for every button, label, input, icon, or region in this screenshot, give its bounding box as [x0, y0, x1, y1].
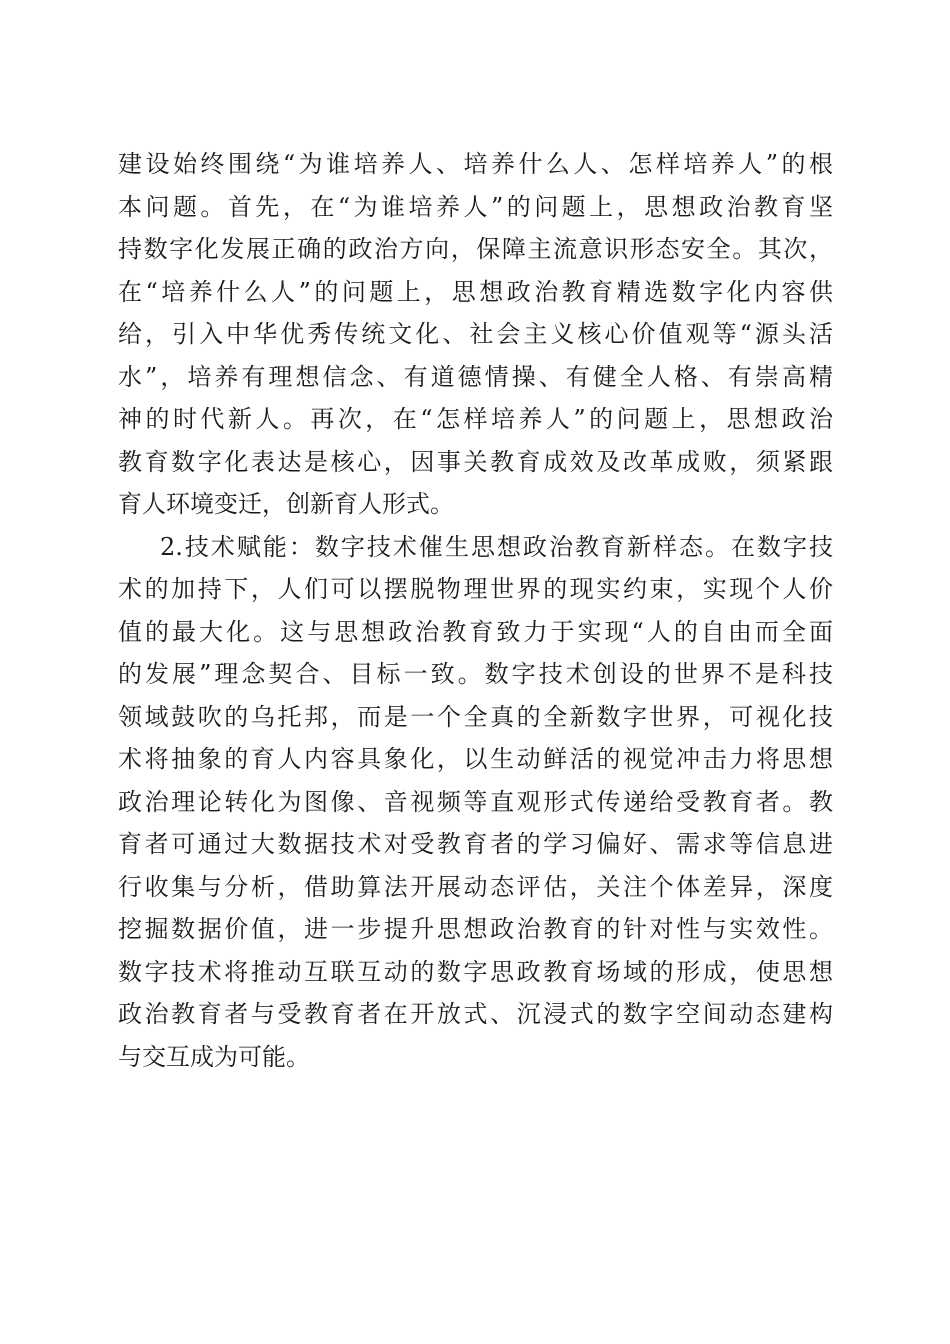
- text-line: 术将抽象的育人内容具象化，以生动鲜活的视觉冲击力将思想: [118, 745, 833, 773]
- text-line: 育人环境变迁，创新育人形式。: [118, 490, 454, 518]
- text-line: 挖掘数据价值，进一步提升思想政治教育的针对性与实效性。: [118, 915, 833, 943]
- text-line: 神的时代新人。再次，在“怎样培养人”的问题上，思想政治: [118, 405, 833, 433]
- text-line: 领域鼓吹的乌托邦，而是一个全真的全新数字世界，可视化技: [118, 702, 833, 731]
- text-line: 政治理论转化为图像、音视频等直观形式传递给受教育者。教: [118, 787, 833, 816]
- body-text: [118, 143, 833, 1078]
- text-line: 与交互成为可能。: [118, 1042, 310, 1071]
- text-line: 值的最大化。这与思想政治教育致力于实现“人的自由而全面: [118, 617, 833, 646]
- text-line: 政治教育者与受教育者在开放式、沉浸式的数字空间动态建构: [118, 1000, 833, 1028]
- text-line: 的发展”理念契合、目标一致。数字技术创设的世界不是科技: [118, 660, 833, 688]
- paragraph-2: [118, 526, 833, 1079]
- text-line: 持数字化发展正确的政治方向，保障主流意识形态安全。其次，: [118, 235, 833, 263]
- text-line: 育者可通过大数据技术对受教育者的学习偏好、需求等信息进: [118, 830, 833, 858]
- text-line: 2.技术赋能：数字技术催生思想政治教育新样态。在数字技: [160, 532, 833, 561]
- text-line: 在“培养什么人”的问题上，思想政治教育精选数字化内容供: [118, 277, 833, 306]
- text-line: 水”，培养有理想信念、有道德情操、有健全人格、有崇高精: [118, 362, 833, 391]
- text-line: 数字技术将推动互联互动的数字思政教育场域的形成，使思想: [118, 957, 833, 986]
- text-line: 给，引入中华优秀传统文化、社会主义核心价值观等“源头活: [118, 320, 833, 348]
- text-line: 建设始终围绕“为谁培养人、培养什么人、怎样培养人”的根: [118, 150, 833, 178]
- text-line: 教育数字化表达是核心，因事关教育成效及改革成败，须紧跟: [118, 447, 833, 476]
- text-line: 行收集与分析，借助算法开展动态评估，关注个体差异，深度: [118, 872, 833, 901]
- paragraph-1: [118, 143, 833, 526]
- text-line: 本问题。首先，在“为谁培养人”的问题上，思想政治教育坚: [118, 192, 833, 221]
- text-line: 术的加持下，人们可以摆脱物理世界的现实约束，实现个人价: [118, 575, 833, 603]
